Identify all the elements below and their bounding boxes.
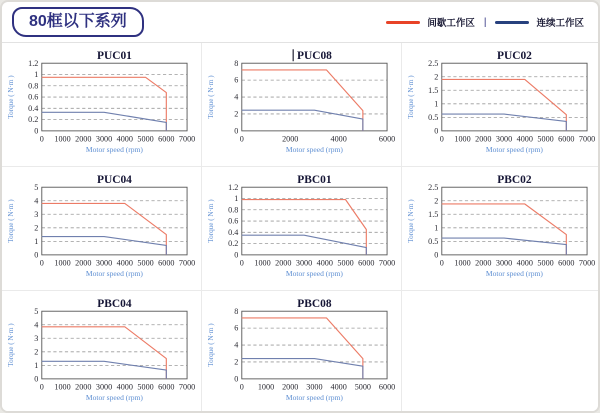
y-tick-label: 8 — [234, 58, 239, 68]
y-tick-label: 5 — [34, 182, 39, 192]
x-tick-label: 3000 — [95, 258, 113, 268]
y-tick-label: 1.5 — [428, 85, 439, 95]
y-tick-label: 2 — [234, 109, 239, 119]
x-tick-label: 1000 — [454, 258, 471, 268]
chart-cell-pbc02 — [402, 167, 600, 291]
x-tick-label: 1000 — [54, 258, 71, 268]
y-tick-label: 5 — [34, 306, 39, 316]
x-tick-label: 0 — [439, 258, 444, 268]
y-tick-label: 1 — [434, 223, 439, 233]
x-tick-label: 1000 — [257, 382, 275, 392]
x-axis-label: Motor speed (rpm) — [485, 269, 543, 279]
continuous-legend-label: 连续工作区 — [536, 18, 584, 29]
x-axis-label: Motor speed (rpm) — [285, 393, 343, 403]
y-tick-label: 2 — [234, 357, 239, 367]
intermittent-curve — [242, 70, 363, 131]
chart-title: PUC02 — [496, 50, 532, 63]
x-tick-label: 5000 — [337, 258, 354, 268]
x-tick-label: 1000 — [454, 134, 471, 144]
x-tick-label: 3000 — [495, 258, 513, 268]
continuous-curve — [442, 114, 567, 131]
chart-cell-puc04 — [2, 167, 202, 291]
x-tick-label: 4000 — [330, 382, 347, 392]
chart-svg-puc01 — [2, 46, 201, 164]
chart-title: PUC04 — [96, 174, 132, 187]
continuous-curve — [242, 235, 367, 255]
y-tick-label: 0.4 — [28, 103, 39, 113]
continuous-curve — [242, 110, 363, 131]
chart-svg-pbc04 — [2, 294, 201, 412]
y-tick-label: 2 — [34, 347, 39, 357]
x-tick-label: 2000 — [475, 134, 492, 144]
plot-frame — [42, 311, 187, 379]
x-tick-label: 6000 — [558, 258, 575, 268]
chart-svg-puc08 — [202, 46, 401, 164]
chart-title: PBC08 — [297, 298, 332, 311]
x-tick-label: 4000 — [516, 134, 533, 144]
empty-cell — [402, 291, 600, 413]
y-tick-label: 1 — [434, 99, 439, 109]
y-tick-label: 0.4 — [228, 227, 239, 237]
x-tick-label: 0 — [239, 382, 244, 392]
y-tick-label: 1 — [34, 236, 39, 246]
x-tick-label: 6000 — [158, 134, 175, 144]
x-tick-label: 2000 — [282, 134, 299, 144]
chart-grid — [2, 42, 598, 413]
y-tick-label: 2 — [34, 223, 39, 233]
intermittent-curve — [442, 204, 567, 255]
x-tick-label: 0 — [39, 382, 44, 392]
x-tick-label: 3000 — [95, 382, 113, 392]
chart-title: PUC08 — [296, 50, 332, 63]
x-tick-label: 7000 — [578, 134, 596, 144]
y-tick-label: 4 — [234, 340, 239, 350]
chart-cell-pbc01 — [202, 167, 402, 291]
y-axis-label: Torque ( N·m ) — [206, 75, 215, 119]
continuous-line-swatch — [495, 21, 529, 24]
y-tick-label: 1 — [34, 70, 39, 80]
chart-svg-puc02 — [402, 46, 600, 164]
chart-title: PBC01 — [297, 174, 332, 187]
x-tick-label: 2000 — [475, 258, 492, 268]
continuous-curve — [42, 361, 167, 379]
y-tick-label: 3 — [34, 333, 39, 343]
y-tick-label: 0 — [234, 250, 239, 260]
series-badge-label: 80框以下系列 — [29, 13, 127, 31]
x-tick-label: 7000 — [178, 134, 196, 144]
legend — [386, 15, 584, 29]
x-tick-label: 5000 — [537, 134, 554, 144]
y-tick-label: 6 — [234, 75, 239, 85]
x-tick-label: 7000 — [378, 258, 396, 268]
intermittent-curve — [42, 77, 167, 131]
x-tick-label: 6000 — [358, 258, 375, 268]
x-tick-label: 4000 — [116, 134, 133, 144]
y-tick-label: 2 — [434, 196, 439, 206]
y-tick-label: 0 — [434, 126, 439, 136]
x-tick-label: 1000 — [54, 382, 71, 392]
x-tick-label: 0 — [239, 134, 244, 144]
y-tick-label: 1.5 — [428, 209, 439, 219]
intermittent-line-swatch — [386, 21, 420, 24]
x-axis-label: Motor speed (rpm) — [285, 145, 343, 155]
x-tick-label: 3000 — [495, 134, 513, 144]
x-tick-label: 0 — [439, 134, 444, 144]
x-axis-label: Motor speed (rpm) — [85, 393, 143, 403]
y-tick-label: 0.8 — [228, 205, 239, 215]
y-tick-label: 4 — [234, 92, 239, 102]
continuous-curve — [42, 237, 167, 255]
y-tick-label: 0.2 — [28, 115, 39, 125]
x-axis-label: Motor speed (rpm) — [85, 145, 143, 155]
y-tick-label: 0.6 — [228, 216, 239, 226]
x-tick-label: 4000 — [116, 382, 133, 392]
y-tick-label: 0 — [34, 374, 39, 384]
y-tick-label: 0.6 — [28, 92, 39, 102]
y-tick-label: 0 — [234, 374, 239, 384]
x-tick-label: 0 — [39, 258, 44, 268]
x-tick-label: 2000 — [282, 382, 299, 392]
x-tick-label: 6000 — [378, 134, 396, 144]
y-tick-label: 6 — [234, 323, 239, 333]
x-axis-label: Motor speed (rpm) — [285, 269, 343, 279]
intermittent-curve — [442, 79, 567, 130]
y-tick-label: 4 — [34, 320, 39, 330]
y-tick-label: 0 — [434, 250, 439, 260]
x-tick-label: 2000 — [75, 382, 92, 392]
x-tick-label: 3000 — [306, 382, 323, 392]
chart-svg-puc04 — [2, 170, 201, 288]
y-tick-label: 0.5 — [428, 112, 439, 122]
x-tick-label: 2000 — [75, 134, 92, 144]
intermittent-legend-label: 间歇工作区 — [427, 18, 475, 29]
x-tick-label: 2000 — [75, 258, 92, 268]
x-tick-label: 6000 — [558, 134, 575, 144]
x-tick-label: 3000 — [295, 258, 313, 268]
intermittent-curve — [42, 327, 167, 379]
x-tick-label: 5000 — [537, 258, 554, 268]
y-tick-label: 0.5 — [428, 236, 439, 246]
x-tick-label: 3000 — [95, 134, 113, 144]
x-tick-label: 7000 — [178, 382, 196, 392]
chart-cell-puc01 — [2, 43, 202, 167]
x-tick-label: 5000 — [137, 258, 154, 268]
continuous-curve — [42, 112, 167, 131]
header — [2, 2, 598, 42]
y-tick-label: 4 — [34, 196, 39, 206]
series-badge — [12, 7, 144, 36]
intermittent-curve — [242, 200, 367, 255]
y-tick-label: 0.2 — [228, 239, 239, 249]
x-tick-label: 2000 — [275, 258, 292, 268]
chart-title: PBC04 — [97, 298, 132, 311]
y-tick-label: 1.2 — [228, 182, 239, 192]
y-axis-label: Torque ( N·m ) — [406, 75, 415, 119]
x-tick-label: 6000 — [158, 382, 175, 392]
chart-title: PUC01 — [96, 50, 132, 63]
y-tick-label: 3 — [34, 209, 39, 219]
x-axis-label: Motor speed (rpm) — [85, 269, 143, 279]
x-tick-label: 0 — [239, 258, 244, 268]
x-tick-label: 4000 — [316, 258, 333, 268]
y-axis-label: Torque ( N·m ) — [406, 199, 415, 243]
y-tick-label: 2 — [434, 72, 439, 82]
y-tick-label: 1 — [234, 194, 239, 204]
x-axis-label: Motor speed (rpm) — [485, 145, 543, 155]
chart-cell-pbc04 — [2, 291, 202, 413]
y-tick-label: 0 — [234, 126, 239, 136]
x-tick-label: 4000 — [516, 258, 533, 268]
y-tick-label: 1.2 — [28, 58, 39, 68]
text-cursor — [293, 49, 294, 61]
y-axis-label: Torque ( N·m ) — [6, 323, 15, 367]
x-tick-label: 5000 — [137, 134, 154, 144]
y-tick-label: 1 — [34, 360, 39, 370]
x-tick-label: 7000 — [178, 258, 196, 268]
y-tick-label: 0 — [34, 250, 39, 260]
x-tick-label: 1000 — [54, 134, 71, 144]
x-tick-label: 6000 — [158, 258, 175, 268]
x-tick-label: 5000 — [354, 382, 371, 392]
y-tick-label: 2.5 — [428, 58, 439, 68]
y-tick-label: 0 — [34, 126, 39, 136]
y-axis-label: Torque ( N·m ) — [6, 199, 15, 243]
x-tick-label: 1000 — [254, 258, 271, 268]
y-tick-label: 0.8 — [28, 81, 39, 91]
chart-svg-pbc02 — [402, 170, 600, 288]
chart-cell-puc08 — [202, 43, 402, 167]
y-axis-label: Torque ( N·m ) — [206, 199, 215, 243]
y-tick-label: 2.5 — [428, 182, 439, 192]
chart-svg-pbc08 — [202, 294, 401, 412]
continuous-curve — [442, 238, 567, 255]
intermittent-curve — [242, 318, 363, 379]
y-axis-label: Torque ( N·m ) — [206, 323, 215, 367]
intermittent-curve — [42, 203, 167, 254]
x-tick-label: 4000 — [116, 258, 133, 268]
x-tick-label: 4000 — [330, 134, 347, 144]
y-axis-label: Torque ( N·m ) — [6, 75, 15, 119]
chart-cell-pbc08 — [202, 291, 402, 413]
legend-separator: | — [483, 16, 487, 28]
x-tick-label: 6000 — [378, 382, 396, 392]
chart-cell-puc02 — [402, 43, 600, 167]
y-tick-label: 8 — [234, 306, 239, 316]
x-tick-label: 7000 — [578, 258, 596, 268]
x-tick-label: 0 — [39, 134, 44, 144]
chart-svg-pbc01 — [202, 170, 401, 288]
chart-title: PBC02 — [497, 174, 532, 187]
x-tick-label: 5000 — [137, 382, 154, 392]
